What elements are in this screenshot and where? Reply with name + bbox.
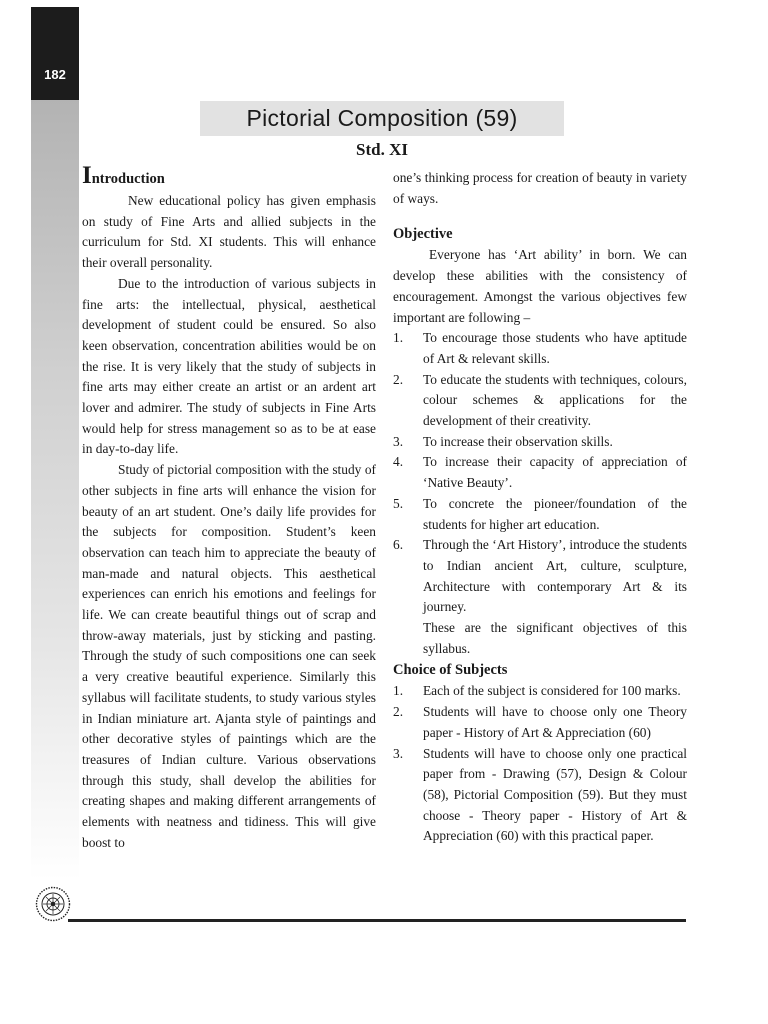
list-number: 2. [393,371,404,387]
list-text: Students will have to choose only one Theory paper - History of Art & Appreciation (60) [423,704,687,740]
list-number: 2. [393,704,404,720]
list-number: 1. [393,683,404,699]
list-text: To increase their observation skills. [423,433,613,449]
list-number: 4. [393,454,404,470]
list-text: Students will have to choose only one practical paper from - Drawing (57), Design & Colour (58), Pictorial Composition (59). But they must choose - Theory paper - History of Art & Appreciation (60) with this practical paper. [423,745,687,844]
objective-heading: Objective [393,226,453,243]
right-column [393,168,687,847]
objective-closing: These are the significant objectives of this syllabus. [423,620,687,656]
choice-list [393,681,687,847]
list-number: 3. [393,745,404,761]
list-item [393,744,687,848]
introduction-heading-rest: ntroduction [91,171,165,187]
list-item [393,535,687,618]
list-text: Each of the subject is considered for 100 marks. [423,683,681,699]
page-number-tab [31,7,79,100]
introduction-heading [82,164,376,191]
list-number: 5. [393,495,404,511]
intro-paragraph-1: New educational policy has given emphasis on study of Fine Arts and allied subjects in the curriculum for Std. XI students. This will enhance their overall personality. [82,193,376,271]
list-text: To encourage those students who have aptitude of Art & relevant skills. [423,330,687,366]
list-number: 3. [393,433,404,449]
list-text: To concrete the pioneer/foundation of the students for higher art education. [423,495,687,532]
list-number: 6. [393,537,404,553]
bottom-rule [68,919,686,922]
list-text: Through the ‘Art History’, introduce the students to Indian ancient Art, culture, sculpture, Architecture with contemporary Art & its journey. [423,537,687,615]
intro-paragraph-3: Study of pictorial composition with the study of other subjects in fine arts will enhance the vision for beauty of an art student. One’s daily life provides for the subjects for composition. Student’s keen observation can teach him to appreciate the beauty of man-made and natural objects. This aesthetical experiences can enrich his emotions and feelings for life. We can create beautiful things out of scrap and throw-away materials, just by sticking and pasting. Through the study of such compositions one can seek a very creative beautiful experience. Similarly this syllabus will facilitate students, to study various styles in Indian miniature art. Ajanta style of paintings and other decorative styles of paintings which are the treasures of Indian culture. Various observations through this study, shall develop the abilities for creating shapes and making different arrangements of elements with neatness and tidiness. This will give boost to [82,462,376,850]
list-number: 1. [393,330,404,346]
list-item [393,702,687,743]
list-item [393,681,687,702]
list-item [393,494,687,535]
left-column [82,164,376,854]
intro-paragraph-2: Due to the introduction of various subjects in fine arts: the intellectual, physical, aesthetical development of student could be ensured. So also keen observation, concentration abilities would be on the rise. It is very likely that the study of subjects in fine arts may either create an artist or an ardent art lover and admirer. The study of subjects in Fine Arts would help for stress management so as to be at ease in day-to-day life. [82,275,376,457]
list-item [393,432,687,453]
choice-heading: Choice of Subjects [393,662,508,679]
page-subtitle: Std. XI [356,140,408,159]
dropcap: I [82,162,92,189]
list-item [393,328,687,369]
list-text: To educate the students with techniques, colours, colour schemes & applications for the development of their creativity. [423,371,687,429]
objective-intro: Everyone has ‘Art ability’ in born. We can develop these abilities with the consistency of encouragement. Amongst the various objectives few important are following – [393,247,687,325]
page-title: Pictorial Composition (59) [200,101,564,136]
intro-continuation: one’s thinking process for creation of beauty in variety of ways. [393,170,687,206]
list-text: To increase their capacity of appreciation of ‘Native Beauty’. [423,454,687,491]
page-number: 182 [44,67,66,82]
objective-list [393,328,687,618]
side-gradient-strip [31,100,79,880]
list-item [393,452,687,493]
list-item [393,370,687,432]
emblem-seal-icon [35,886,71,922]
